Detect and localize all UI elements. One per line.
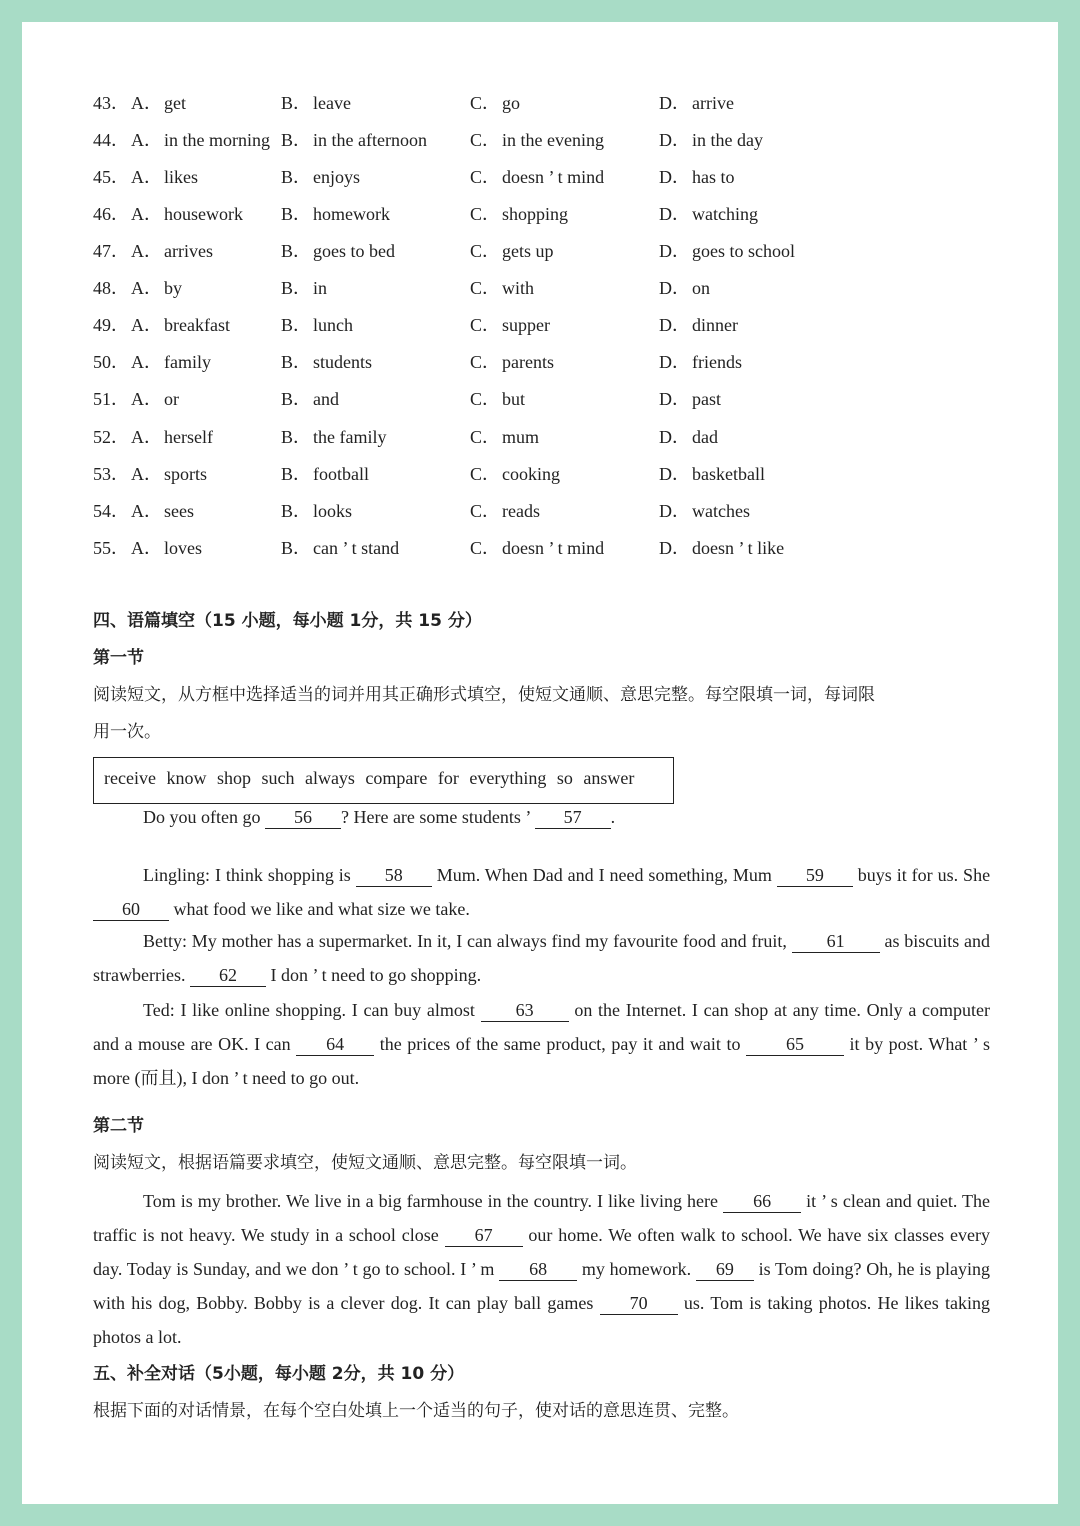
question-number: 55． bbox=[93, 538, 129, 558]
text: us. Tom is taking photos. He likes taking photos a lot. bbox=[93, 1293, 991, 1347]
blank-57[interactable]: 57 bbox=[535, 806, 611, 829]
question-number: 43． bbox=[93, 93, 129, 113]
question-number: 54． bbox=[93, 501, 129, 521]
option-letter-d: D． bbox=[659, 427, 690, 447]
option-letter-b: B． bbox=[281, 278, 312, 298]
blank-70[interactable]: 70 bbox=[600, 1292, 678, 1315]
option-letter-d: D． bbox=[659, 538, 690, 558]
option-letter-c: C． bbox=[470, 315, 501, 335]
question-number: 53． bbox=[93, 464, 129, 484]
option-letter-d: D． bbox=[659, 352, 690, 372]
option-a: housework bbox=[164, 204, 243, 224]
option-d: past bbox=[692, 389, 721, 409]
text: . bbox=[610, 807, 616, 827]
option-d: dad bbox=[692, 427, 718, 447]
option-a: breakfast bbox=[164, 315, 230, 335]
option-letter-c: C． bbox=[470, 130, 501, 150]
option-letter-c: C． bbox=[470, 167, 501, 187]
option-d: watching bbox=[692, 204, 758, 224]
option-d: has to bbox=[692, 167, 735, 187]
question-number: 49． bbox=[93, 315, 129, 335]
option-letter-d: D． bbox=[659, 278, 690, 298]
option-b: can ’ t stand bbox=[313, 538, 400, 558]
option-d: doesn ’ t like bbox=[692, 538, 785, 558]
option-d: on bbox=[692, 278, 710, 298]
blank-68[interactable]: 68 bbox=[499, 1258, 577, 1281]
text: Ted: I like online shopping. I can buy almost bbox=[143, 1000, 475, 1020]
option-d: arrive bbox=[692, 93, 734, 113]
text: Tom is my brother. We live in a big farmhouse in the country. I like living here bbox=[143, 1191, 719, 1211]
option-b: students bbox=[313, 352, 373, 372]
option-d: watches bbox=[692, 501, 750, 521]
option-letter-a: A． bbox=[131, 352, 162, 372]
question-number: 45． bbox=[93, 167, 129, 187]
text: I don ’ t need to go shopping. bbox=[270, 965, 482, 985]
blank-66[interactable]: 66 bbox=[723, 1190, 801, 1213]
option-letter-d: D． bbox=[659, 501, 690, 521]
option-letter-c: C． bbox=[470, 204, 501, 224]
blank-65[interactable]: 65 bbox=[746, 1033, 844, 1056]
question-row bbox=[93, 533, 993, 563]
option-letter-b: B． bbox=[281, 427, 312, 447]
word-box: receive know shop such always compare for everything so answer bbox=[93, 757, 674, 804]
option-letter-b: B． bbox=[281, 464, 312, 484]
exam-page bbox=[22, 22, 1058, 1504]
option-letter-b: B． bbox=[281, 501, 312, 521]
option-letter-a: A． bbox=[131, 278, 162, 298]
option-letter-a: A． bbox=[131, 501, 162, 521]
text: the prices of the same product, pay it and wait to bbox=[379, 1034, 741, 1054]
text: is Tom doing? Oh, he is playing with his dog, Bobby. Bobby is a clever dog. It can play ball games bbox=[93, 1259, 990, 1313]
option-c: with bbox=[502, 278, 535, 298]
option-c: shopping bbox=[502, 204, 569, 224]
question-row bbox=[93, 125, 993, 155]
blank-62[interactable]: 62 bbox=[190, 964, 266, 987]
part2-title: 第二节 bbox=[93, 1116, 144, 1136]
option-b: in bbox=[313, 278, 328, 298]
option-letter-c: C． bbox=[470, 352, 501, 372]
option-letter-a: A． bbox=[131, 167, 162, 187]
question-number: 44． bbox=[93, 130, 129, 150]
option-b: the family bbox=[313, 427, 387, 447]
section5-heading: 五、补全对话（5小题，每小题 2分，共 10 分） bbox=[93, 1364, 465, 1384]
option-letter-c: C． bbox=[470, 464, 501, 484]
option-a: arrives bbox=[164, 241, 213, 261]
option-letter-d: D． bbox=[659, 93, 690, 113]
section4-heading: 四、语篇填空（15 小题，每小题 1分，共 15 分） bbox=[93, 611, 482, 631]
option-d: goes to school bbox=[692, 241, 795, 261]
option-letter-c: C． bbox=[470, 389, 501, 409]
option-letter-d: D． bbox=[659, 130, 690, 150]
option-letter-a: A． bbox=[131, 538, 162, 558]
text: Betty: My mother has a supermarket. In it, I can always find my favourite food and fruit, bbox=[143, 931, 787, 951]
option-b: homework bbox=[313, 204, 390, 224]
option-letter-b: B． bbox=[281, 93, 312, 113]
option-c: doesn ’ t mind bbox=[502, 167, 605, 187]
blank-56[interactable]: 56 bbox=[265, 806, 341, 829]
text: buys it for us. She bbox=[857, 865, 991, 885]
option-letter-b: B． bbox=[281, 389, 312, 409]
option-a: family bbox=[164, 352, 211, 372]
option-d: in the day bbox=[692, 130, 763, 150]
option-c: supper bbox=[502, 315, 550, 335]
part1-instruction-line2: 用一次。 bbox=[93, 722, 161, 742]
option-letter-b: B． bbox=[281, 130, 312, 150]
text: on the Internet. I can shop at any time. Only a computer and a mouse are OK. I can bbox=[93, 1000, 991, 1054]
option-letter-d: D． bbox=[659, 241, 690, 261]
option-letter-c: C． bbox=[470, 427, 501, 447]
question-row bbox=[93, 496, 993, 526]
option-letter-a: A． bbox=[131, 241, 162, 261]
option-letter-b: B． bbox=[281, 538, 312, 558]
question-number: 51． bbox=[93, 389, 129, 409]
question-number: 52． bbox=[93, 427, 129, 447]
question-number: 50． bbox=[93, 352, 129, 372]
blank-67[interactable]: 67 bbox=[445, 1224, 523, 1247]
question-row bbox=[93, 310, 993, 340]
blank-58[interactable]: 58 bbox=[356, 864, 432, 887]
option-letter-d: D． bbox=[659, 167, 690, 187]
option-b: in the afternoon bbox=[313, 130, 427, 150]
question-row bbox=[93, 236, 993, 266]
option-c: parents bbox=[502, 352, 554, 372]
option-letter-c: C． bbox=[470, 538, 501, 558]
question-row bbox=[93, 384, 993, 414]
option-letter-c: C． bbox=[470, 501, 501, 521]
option-b: football bbox=[313, 464, 369, 484]
blank-63[interactable]: 63 bbox=[481, 999, 569, 1022]
option-letter-b: B． bbox=[281, 204, 312, 224]
option-a: loves bbox=[164, 538, 202, 558]
option-b: lunch bbox=[313, 315, 353, 335]
question-row bbox=[93, 162, 993, 192]
option-b: and bbox=[313, 389, 339, 409]
text: Mum. When Dad and I need something, Mum bbox=[436, 865, 772, 885]
option-b: goes to bed bbox=[313, 241, 395, 261]
option-a: herself bbox=[164, 427, 213, 447]
text: it by post. What ’ s more (而且), I don ’ t need to go out. bbox=[93, 1034, 991, 1088]
option-letter-c: C． bbox=[470, 278, 501, 298]
option-c: in the evening bbox=[502, 130, 604, 150]
option-letter-d: D． bbox=[659, 389, 690, 409]
blank-69[interactable]: 69 bbox=[696, 1258, 754, 1281]
option-letter-a: A． bbox=[131, 464, 162, 484]
passage1-betty bbox=[93, 924, 990, 992]
option-letter-b: B． bbox=[281, 167, 312, 187]
option-c: doesn ’ t mind bbox=[502, 538, 605, 558]
question-row bbox=[93, 88, 993, 118]
option-b: leave bbox=[313, 93, 351, 113]
passage1-intro bbox=[93, 800, 990, 834]
question-number: 46． bbox=[93, 204, 129, 224]
option-c: go bbox=[502, 93, 520, 113]
option-d: basketball bbox=[692, 464, 765, 484]
section5-instruction: 根据下面的对话情景，在每个空白处填上一个适当的句子，使对话的意思连贯、完整。 bbox=[93, 1401, 739, 1421]
text: my homework. bbox=[581, 1259, 692, 1279]
option-letter-c: C． bbox=[470, 241, 501, 261]
option-a: in the morning bbox=[164, 130, 270, 150]
text: what food we like and what size we take. bbox=[173, 899, 470, 919]
option-letter-d: D． bbox=[659, 464, 690, 484]
text: as biscuits and strawberries. bbox=[93, 931, 991, 985]
option-letter-d: D． bbox=[659, 204, 690, 224]
option-a: likes bbox=[164, 167, 198, 187]
question-row bbox=[93, 199, 993, 229]
option-d: dinner bbox=[692, 315, 738, 335]
option-letter-c: C． bbox=[470, 93, 501, 113]
option-letter-a: A． bbox=[131, 315, 162, 335]
question-row bbox=[93, 273, 993, 303]
blank-64[interactable]: 64 bbox=[296, 1033, 374, 1056]
option-a: by bbox=[164, 278, 182, 298]
option-letter-b: B． bbox=[281, 352, 312, 372]
option-letter-b: B． bbox=[281, 315, 312, 335]
question-row bbox=[93, 459, 993, 489]
part1-title: 第一节 bbox=[93, 648, 144, 668]
passage1-ted bbox=[93, 993, 990, 1095]
option-c: but bbox=[502, 389, 526, 409]
option-b: looks bbox=[313, 501, 353, 521]
option-letter-d: D． bbox=[659, 315, 690, 335]
passage1-lingling bbox=[93, 858, 990, 926]
blank-61[interactable]: 61 bbox=[792, 930, 880, 953]
part2-instruction: 阅读短文，根据语篇要求填空，使短文通顺、意思完整。每空限填一词。 bbox=[93, 1153, 637, 1173]
option-c: gets up bbox=[502, 241, 554, 261]
option-d: friends bbox=[692, 352, 742, 372]
part1-instruction-line1: 阅读短文，从方框中选择适当的词并用其正确形式填空，使短文通顺、意思完整。每空限填一词，每词限 bbox=[93, 685, 875, 705]
passage2 bbox=[93, 1184, 990, 1354]
question-row bbox=[93, 347, 993, 377]
option-a: get bbox=[164, 93, 186, 113]
question-number: 47． bbox=[93, 241, 129, 261]
option-letter-a: A． bbox=[131, 93, 162, 113]
text: our home. We often walk to school. We have six classes every day. Today is Sunday, and we don ’ t go to school. I ’ m bbox=[93, 1225, 990, 1279]
option-a: sees bbox=[164, 501, 194, 521]
text: Do you often go bbox=[143, 807, 261, 827]
text: ? Here are some students ’ bbox=[340, 807, 531, 827]
option-c: cooking bbox=[502, 464, 560, 484]
option-c: reads bbox=[502, 501, 540, 521]
option-letter-b: B． bbox=[281, 241, 312, 261]
option-a: sports bbox=[164, 464, 208, 484]
option-c: mum bbox=[502, 427, 540, 447]
option-letter-a: A． bbox=[131, 427, 162, 447]
text: Lingling: I think shopping is bbox=[143, 865, 351, 885]
option-a: or bbox=[164, 389, 179, 409]
blank-59[interactable]: 59 bbox=[777, 864, 853, 887]
option-letter-a: A． bbox=[131, 389, 162, 409]
option-letter-a: A． bbox=[131, 204, 162, 224]
blank-60[interactable]: 60 bbox=[93, 898, 169, 921]
option-letter-a: A． bbox=[131, 130, 162, 150]
option-b: enjoys bbox=[313, 167, 360, 187]
question-row bbox=[93, 422, 993, 452]
question-number: 48． bbox=[93, 278, 129, 298]
text: it ’ s clean and quiet. The traffic is not heavy. We study in a school close bbox=[93, 1191, 991, 1245]
